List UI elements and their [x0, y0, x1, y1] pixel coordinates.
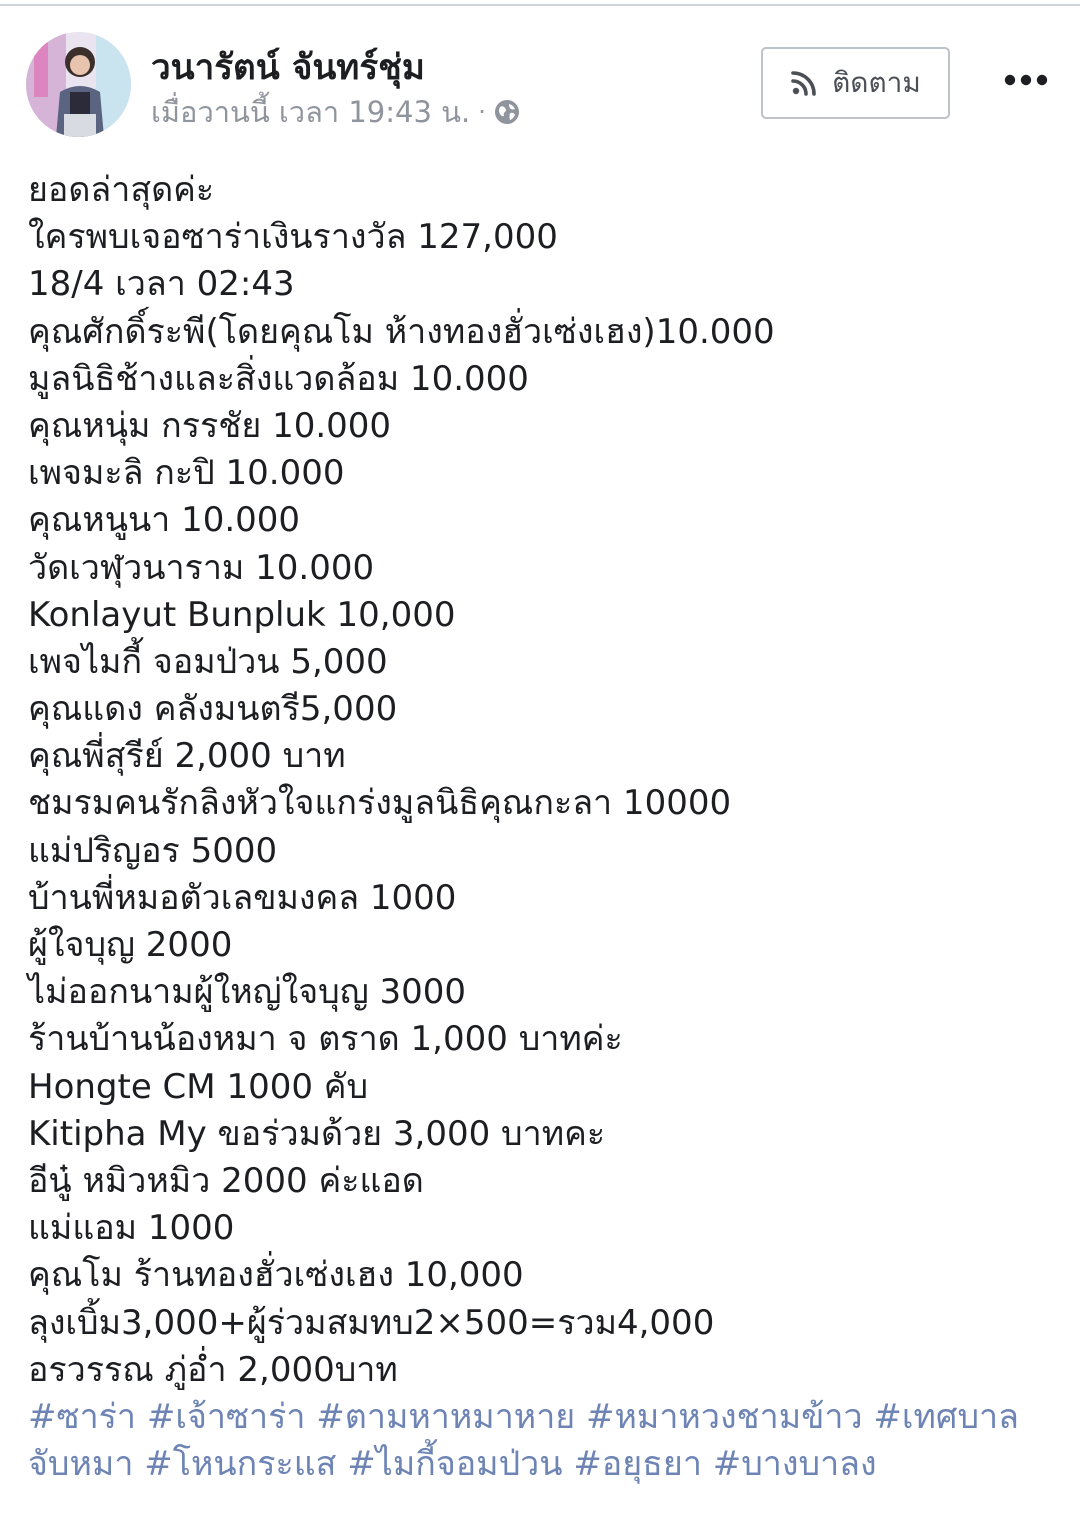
timestamp[interactable]: เมื่อวานนี้ เวลา 19:43 น. [151, 95, 471, 129]
donor-line: อรวรรณ ภู่อ่ำ 2,000บาท [28, 1349, 398, 1390]
hashtag-link[interactable]: #เจ้าซาร่า [146, 1396, 306, 1437]
follow-button[interactable] [761, 47, 950, 119]
donor-line: คุณศักดิ์ระพี(โดยคุณโม ห้างทองฮั่วเซ่งเฮง)10.000 [28, 311, 775, 352]
intro-line: 18/4 เวลา 02:43 [28, 264, 295, 305]
donor-line: ผู้ใจบุญ 2000 [28, 925, 233, 965]
more-options-button[interactable] [996, 60, 1056, 100]
rss-icon [790, 69, 818, 97]
hashtag-link[interactable]: #หมาหวงชามข้าว [586, 1396, 863, 1437]
donor-line: เพจไมกี้ จอมป่วน 5,000 [28, 641, 388, 682]
donor-line: คุณหนูนา 10.000 [28, 500, 301, 541]
more-dots-icon [1004, 71, 1048, 90]
top-divider [0, 0, 1080, 6]
donor-line: Hongte CM 1000 คับ [28, 1066, 369, 1107]
donor-line: แม่ปริญอร 5000 [28, 830, 278, 871]
author-name[interactable]: วนารัตน์ จันทร์ชุ่ม [151, 48, 426, 88]
intro-line: ใครพบเจอซาร่าเงินรางวัล 127,000 [28, 217, 558, 258]
donor-line: Konlayut Bunpluk 10,000 [28, 594, 456, 635]
donor-line: วัดเวฬุวนาราม 10.000 [28, 547, 375, 588]
meta-separator: · [478, 98, 486, 126]
donor-line: เพจมะลิ กะปิ 10.000 [28, 453, 345, 494]
avatar-image [26, 32, 131, 137]
donor-list [28, 309, 1058, 1394]
hashtag-list [28, 1394, 1058, 1488]
post-header [0, 20, 1080, 150]
donor-line: คุณโม ร้านทองฮั่วเซ่งเฮง 10,000 [28, 1255, 524, 1296]
hashtag-link[interactable]: #ซาร่า [28, 1396, 137, 1437]
post-meta [151, 92, 520, 132]
intro-line: ยอดล่าสุดค่ะ [28, 170, 215, 210]
donor-line: แม่แอม 1000 [28, 1208, 235, 1249]
hashtag-link[interactable]: #อยุธยา [573, 1443, 702, 1484]
donor-line: บ้านพี่หมอตัวเลขมงคล 1000 [28, 877, 457, 918]
donor-line: คุณหนุ่ม กรรชัย 10.000 [28, 405, 392, 446]
avatar[interactable] [26, 32, 131, 137]
donor-line: ลุงเบิ้ม3,000+ผู้ร่วมสมทบ2×500=รวม4,000 [28, 1302, 715, 1343]
hashtag-link[interactable]: #โหนกระแส [144, 1443, 337, 1484]
donor-line: ร้านบ้านน้องหมา จ ตราด 1,000 บาทค่ะ [28, 1019, 623, 1060]
donor-line: Kitipha My ขอร่วมด้วย 3,000 บาทคะ [28, 1113, 606, 1154]
hashtag-link[interactable]: #ตามหาหมาหาย [316, 1396, 576, 1437]
post-body [28, 167, 1058, 1488]
donor-line: มูลนิธิช้างและสิ่งแวดล้อม 10.000 [28, 358, 529, 399]
globe-icon[interactable] [494, 99, 520, 125]
donor-line: ชมรมคนรักลิงหัวใจแกร่งมูลนิธิคุณกะลา 10000 [28, 783, 732, 824]
donor-line: ไม่ออกนามผู้ใหญ่ใจบุญ 3000 [28, 972, 466, 1013]
donor-line: อีนู๋ หมิวหมิว 2000 ค่ะแอด [28, 1160, 424, 1201]
donor-line: คุณพี่สุรีย์ 2,000 บาท [28, 736, 346, 777]
follow-label: ติดตาม [832, 66, 921, 99]
hashtag-link[interactable]: #บางบาลง [712, 1443, 877, 1484]
hashtag-link[interactable]: #เทศบาลจับหมา [28, 1396, 1019, 1484]
hashtag-link[interactable]: #ไมกี้จอมป่วน [347, 1443, 563, 1484]
post-intro [28, 167, 1058, 309]
donor-line: คุณแดง คลังมนตรี5,000 [28, 689, 398, 730]
